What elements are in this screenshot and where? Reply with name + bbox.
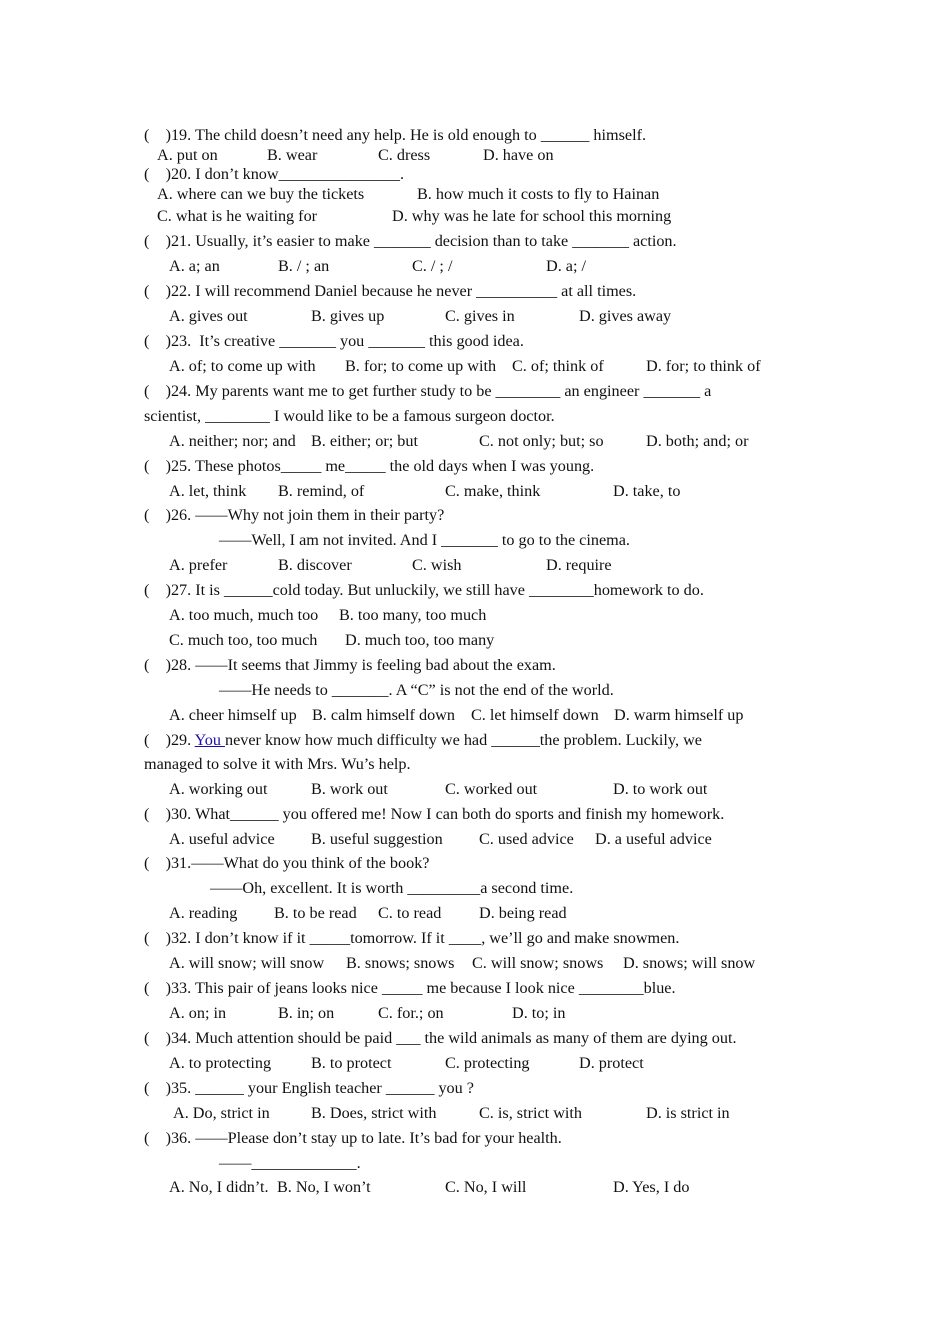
question-24-option-b: B. either; or; but: [311, 432, 418, 450]
question-31-stem-line-2: ——Oh, excellent. It is worth _________a second time.: [210, 879, 574, 897]
question-19-option-a: A. put on: [157, 146, 218, 164]
question-28-stem: ( )28. ——It seems that Jimmy is feeling bad about the exam.: [144, 656, 556, 674]
question-36-stem-line-2: ——_____________.: [219, 1154, 361, 1172]
question-32-stem: ( )32. I don’t know if it _____tomorrow. If it ____, we’ll go and make snowmen.: [144, 929, 680, 947]
question-35-option-d: D. is strict in: [646, 1104, 730, 1122]
question-32-option-b: B. snows; snows: [346, 954, 455, 972]
question-31-option-d: D. being read: [479, 904, 567, 922]
question-27-stem: ( )27. It is ______cold today. But unluckily, we still have ________homework to do.: [144, 581, 704, 599]
question-22-stem: ( )22. I will recommend Daniel because he never __________ at all times.: [144, 282, 637, 300]
question-24-stem-line-2: scientist, ________ I would like to be a famous surgeon doctor.: [144, 407, 555, 425]
question-29-stem: [144, 730, 702, 750]
question-31-option-b: B. to be read: [274, 904, 357, 922]
question-20-option-a: A. where can we buy the tickets: [157, 185, 365, 203]
question-20-option-c: C. what is he waiting for: [157, 207, 318, 225]
question-23-option-a: A. of; to come up with: [169, 357, 316, 375]
question-19-stem: ( )19. The child doesn’t need any help. He is old enough to ______ himself.: [144, 126, 647, 144]
question-28-option-c: C. let himself down: [471, 706, 599, 724]
question-23-stem: ( )23. It’s creative _______ you _______ this good idea.: [144, 332, 524, 350]
question-30-option-d: D. a useful advice: [595, 830, 712, 848]
question-26-stem-line-2: ——Well, I am not invited. And I _______ to go to the cinema.: [219, 531, 630, 549]
question-33-option-a: A. on; in: [169, 1004, 227, 1022]
question-27-option-d: D. much too, too many: [345, 631, 495, 649]
question-22-option-a: A. gives out: [169, 307, 248, 325]
question-29-option-c: C. worked out: [445, 780, 538, 798]
question-24-option-c: C. not only; but; so: [479, 432, 604, 450]
question-27-option-a: A. too much, much too: [169, 606, 319, 624]
question-34-stem: ( )34. Much attention should be paid ___ the wild animals as many of them are dying out.: [144, 1029, 737, 1047]
question-25-option-b: B. remind, of: [278, 482, 365, 500]
question-33-option-b: B. in; on: [278, 1004, 335, 1022]
question-26-option-b: B. discover: [278, 556, 352, 574]
question-34-option-b: B. to protect: [311, 1054, 392, 1072]
question-24-option-a: A. neither; nor; and: [169, 432, 296, 450]
question-36-stem: ( )36. ——Please don’t stay up to late. It’s bad for your health.: [144, 1129, 562, 1147]
question-26-option-a: A. prefer: [169, 556, 228, 574]
question-36-option-a: A. No, I didn’t.: [169, 1178, 269, 1196]
question-25-option-d: D. take, to: [613, 482, 681, 500]
question-28-option-d: D. warm himself up: [614, 706, 744, 724]
question-28-option-b: B. calm himself down: [312, 706, 455, 724]
question-23-option-d: D. for; to think of: [646, 357, 761, 375]
question-22-option-b: B. gives up: [311, 307, 385, 325]
question-19-option-d: D. have on: [483, 146, 554, 164]
question-36-option-b: B. No, I won’t: [277, 1178, 371, 1196]
question-21-option-b: B. / ; an: [278, 257, 330, 275]
question-28-stem-line-2: ——He needs to _______. A “C” is not the end of the world.: [219, 681, 614, 699]
question-23-option-b: B. for; to come up with: [345, 357, 497, 375]
question-35-option-c: C. is, strict with: [479, 1104, 582, 1122]
question-32-option-d: D. snows; will snow: [623, 954, 756, 972]
question-35-stem: ( )35. ______ your English teacher ______ you ?: [144, 1079, 474, 1097]
question-26-option-d: D. require: [546, 556, 612, 574]
question-26-option-c: C. wish: [412, 556, 462, 574]
question-31-stem: ( )31.——What do you think of the book?: [144, 854, 430, 872]
question-34-option-a: A. to protecting: [169, 1054, 272, 1072]
question-30-option-b: B. useful suggestion: [311, 830, 443, 848]
question-23-option-c: C. of; think of: [512, 357, 604, 375]
question-25-stem: ( )25. These photos_____ me_____ the old days when I was young.: [144, 457, 595, 475]
question-19-option-b: B. wear: [267, 146, 318, 164]
question-32-option-a: A. will snow; will snow: [169, 954, 325, 972]
question-29-option-b: B. work out: [311, 780, 388, 798]
question-27-option-b: B. too many, too much: [339, 606, 487, 624]
question-22-option-c: C. gives in: [445, 307, 515, 325]
question-19-option-c: C. dress: [378, 146, 431, 164]
question-22-option-d: D. gives away: [579, 307, 672, 325]
question-31-option-a: A. reading: [169, 904, 238, 922]
question-20-option-d: D. why was he late for school this morning: [392, 207, 672, 225]
question-25-option-c: C. make, think: [445, 482, 541, 500]
question-30-stem: ( )30. What______ you offered me! Now I can both do sports and finish my homework.: [144, 805, 725, 823]
question-31-option-c: C. to read: [378, 904, 442, 922]
question-29-stem-line-2: managed to solve it with Mrs. Wu’s help.: [144, 755, 411, 773]
question-21-option-d: D. a; /: [546, 257, 587, 275]
question-26-stem: ( )26. ——Why not join them in their party?: [144, 506, 445, 524]
question-29-prefix: ( )29.: [144, 731, 195, 749]
question-30-option-c: C. used advice: [479, 830, 574, 848]
question-34-option-c: C. protecting: [445, 1054, 530, 1072]
question-34-option-d: D. protect: [579, 1054, 644, 1072]
question-30-option-a: A. useful advice: [169, 830, 275, 848]
question-33-option-c: C. for.; on: [378, 1004, 444, 1022]
you-link[interactable]: You: [194, 731, 225, 749]
question-25-option-a: A. let, think: [169, 482, 247, 500]
question-28-option-a: A. cheer himself up: [169, 706, 297, 724]
question-36-option-c: C. No, I will: [445, 1178, 527, 1196]
question-24-option-d: D. both; and; or: [646, 432, 749, 450]
question-21-option-a: A. a; an: [169, 257, 220, 275]
question-20-option-b: B. how much it costs to fly to Hainan: [417, 185, 660, 203]
question-21-stem: ( )21. Usually, it’s easier to make _______ decision than to take _______ action.: [144, 232, 677, 250]
question-20-stem: ( )20. I don’t know_______________.: [144, 165, 405, 183]
question-29-option-a: A. working out: [169, 780, 268, 798]
question-29-stem-rest: never know how much difficulty we had ______the problem. Luckily, we: [224, 731, 702, 749]
question-24-stem: ( )24. My parents want me to get further study to be ________ an engineer _______ a: [144, 382, 712, 400]
question-33-stem: ( )33. This pair of jeans looks nice _____ me because I look nice ________blue.: [144, 979, 676, 997]
question-21-option-c: C. / ; /: [412, 257, 453, 275]
question-29-option-d: D. to work out: [613, 780, 708, 798]
question-35-option-b: B. Does, strict with: [311, 1104, 437, 1122]
question-36-option-d: D. Yes, I do: [613, 1178, 690, 1196]
question-35-option-a: A. Do, strict in: [173, 1104, 270, 1122]
question-32-option-c: C. will snow; snows: [472, 954, 604, 972]
question-33-option-d: D. to; in: [512, 1004, 566, 1022]
question-27-option-c: C. much too, too much: [169, 631, 318, 649]
